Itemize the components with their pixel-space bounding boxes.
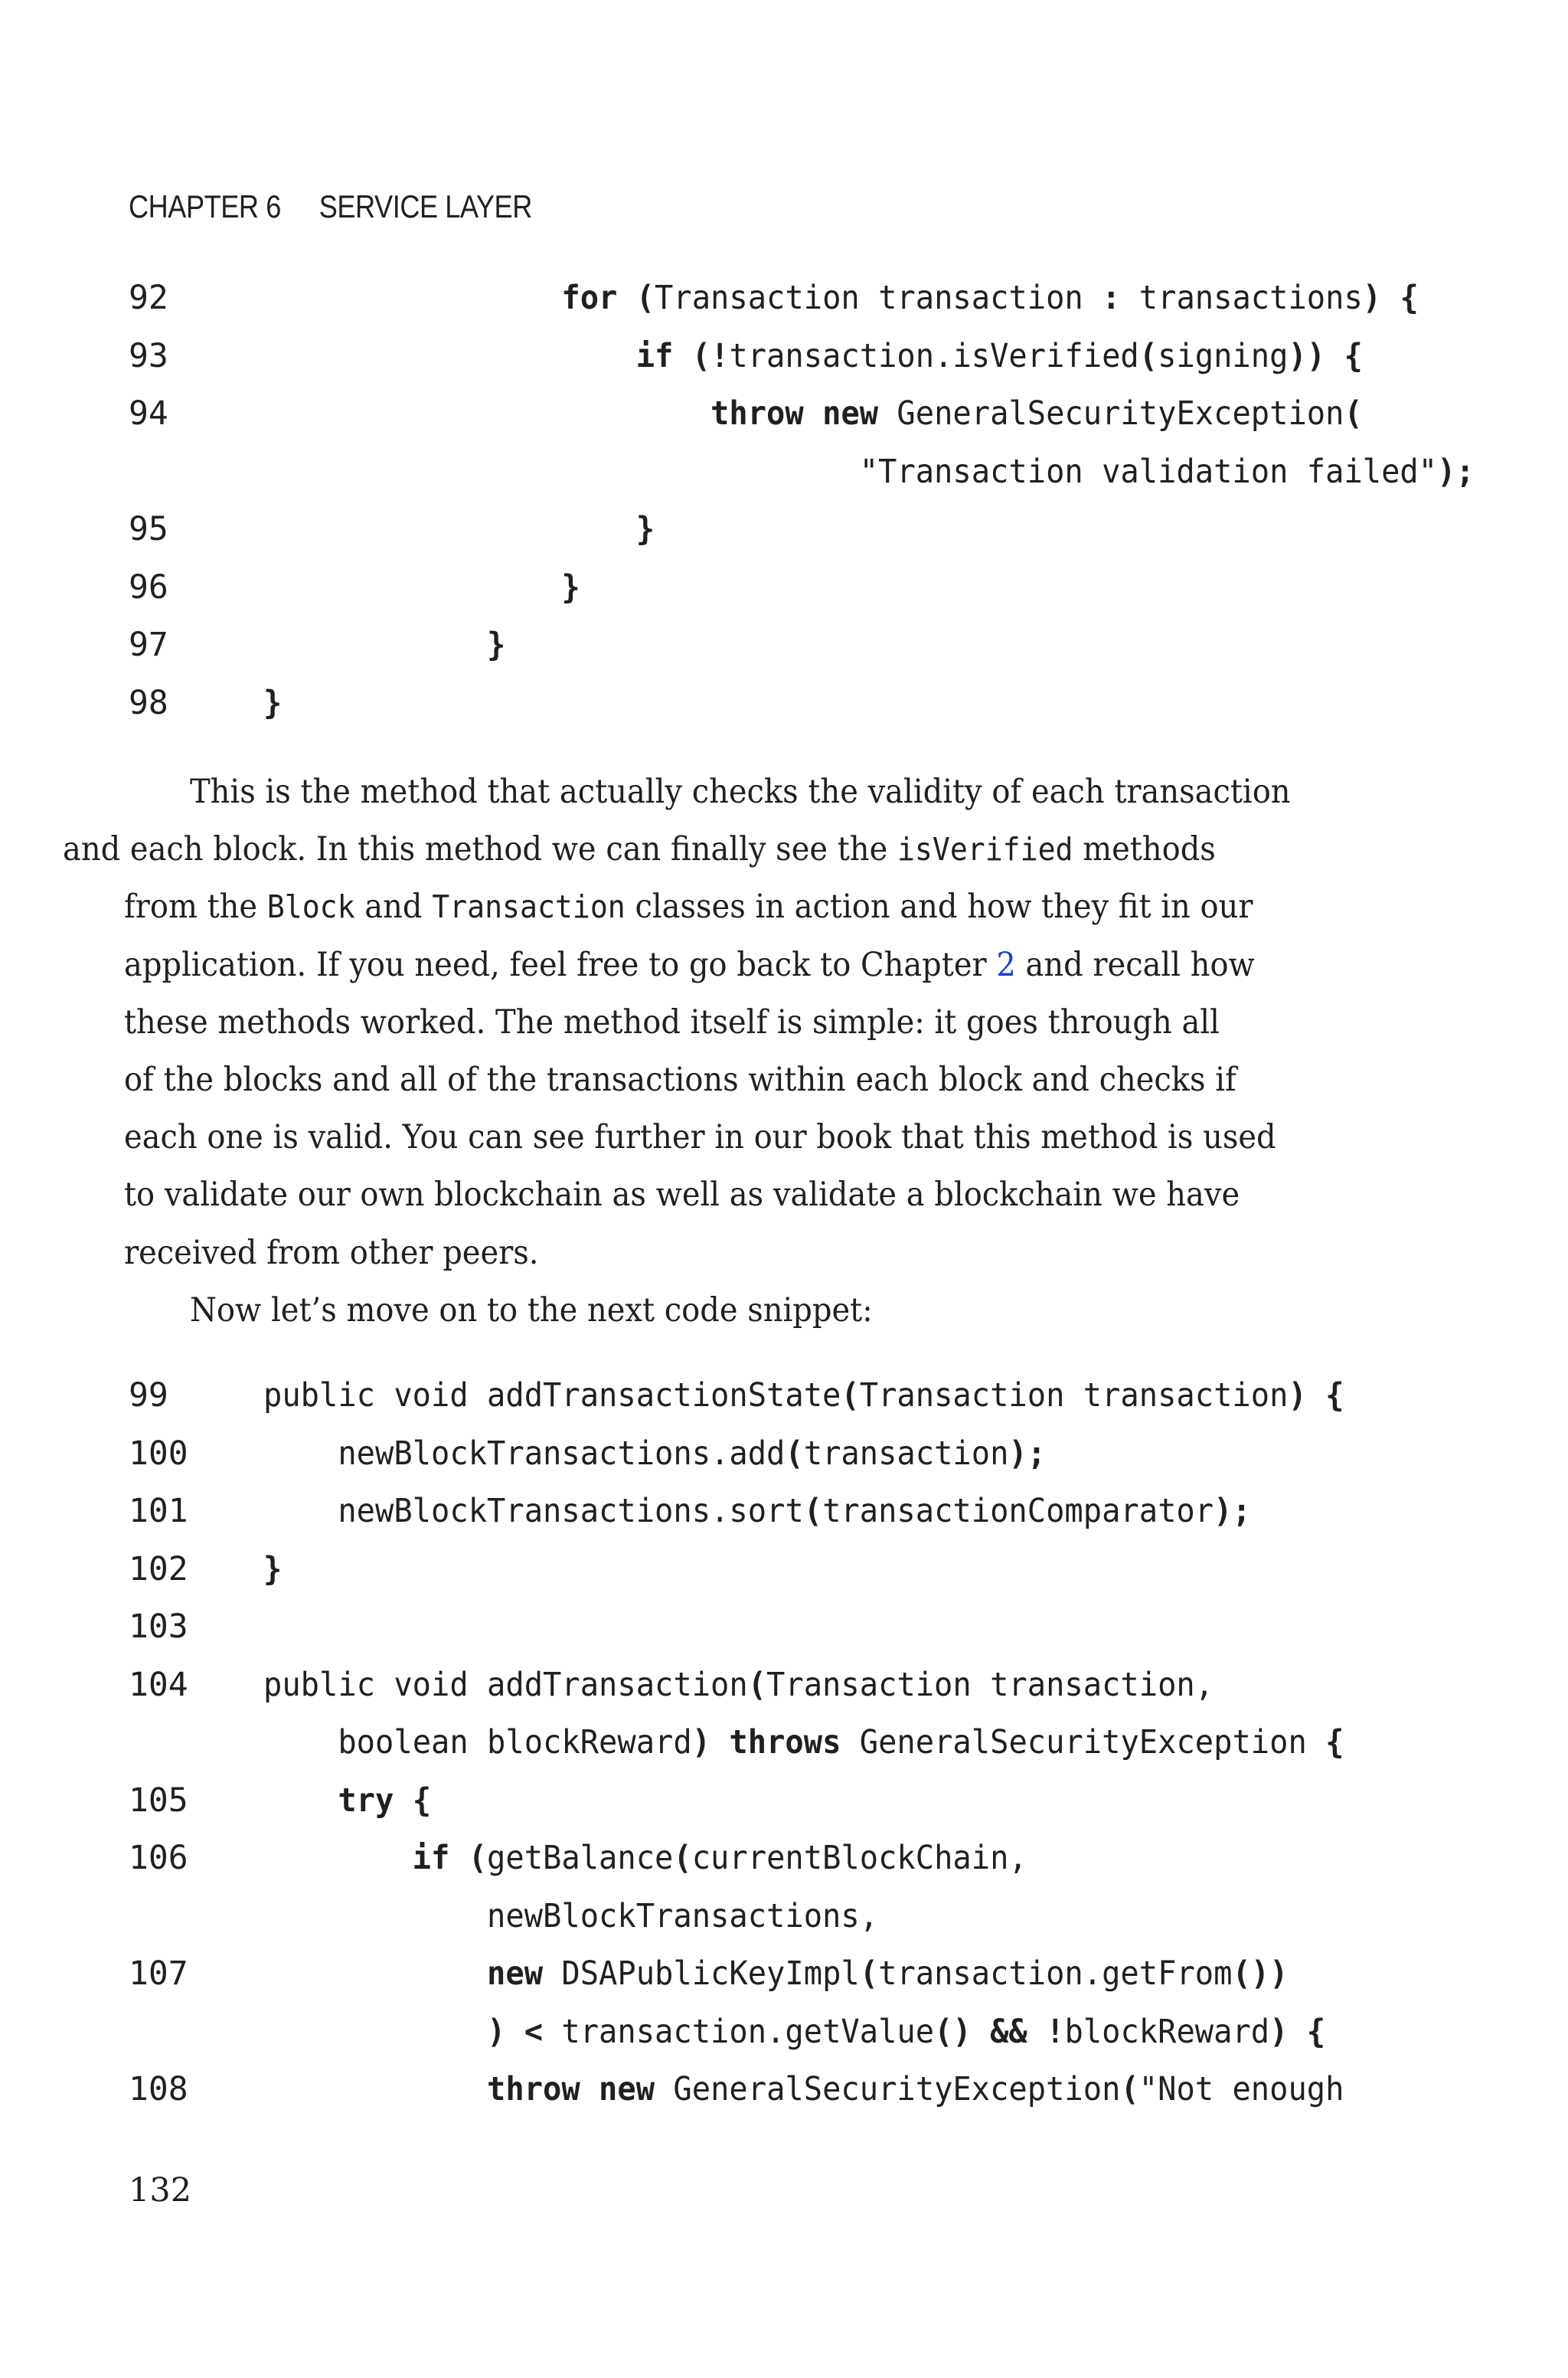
code-line <box>129 1657 1214 1715</box>
code-line <box>129 617 506 675</box>
code-text <box>263 1830 1027 1888</box>
body-text <box>63 764 1384 1339</box>
code-punctuation: ); <box>1008 1434 1047 1473</box>
code-line <box>129 2003 1326 2062</box>
code-keyword: new <box>599 2070 655 2108</box>
code-token <box>580 2070 599 2108</box>
chapter-cross-reference-link[interactable]: 2 <box>996 945 1016 984</box>
inline-code: Block <box>266 888 355 926</box>
code-token <box>1307 1376 1325 1415</box>
line-number: 92 <box>129 279 168 317</box>
code-token: signing <box>1158 336 1289 375</box>
text-line: to validate our own blockchain as well as validate a blockchain we have <box>123 1176 1240 1215</box>
code-token <box>804 394 822 433</box>
code-token: GeneralSecurityException <box>655 2070 1121 2108</box>
code-token: blockReward <box>1064 2012 1270 2051</box>
code-token: transaction.getFrom <box>878 1954 1233 1993</box>
code-text <box>263 2003 1325 2062</box>
code-text <box>263 675 282 733</box>
code-text <box>263 443 1475 502</box>
code-punctuation: } <box>263 683 283 722</box>
code-token <box>972 2013 990 2051</box>
code-punctuation: ) <box>1288 1376 1307 1415</box>
text-line <box>63 821 1292 878</box>
code-keyword: if <box>635 336 674 375</box>
code-keyword: for <box>561 279 618 317</box>
code-keyword: new <box>487 1954 544 1993</box>
code-text <box>263 270 1419 328</box>
line-number: 99 <box>129 1376 168 1415</box>
code-listing-validation <box>129 270 1475 732</box>
code-text <box>263 1657 1214 1715</box>
line-number: 95 <box>129 510 168 548</box>
code-token <box>673 337 691 375</box>
code-punctuation: ) <box>487 2012 506 2051</box>
line-number: 97 <box>129 626 168 664</box>
code-text <box>263 559 580 617</box>
code-line <box>129 270 1419 328</box>
code-token: transaction.getValue <box>543 2012 935 2051</box>
code-punctuation: ); <box>1437 452 1475 491</box>
code-line <box>129 1425 1047 1483</box>
text-line: these methods worked. The method itself is simple: it goes through all <box>123 1003 1220 1042</box>
code-text <box>263 1945 1288 2003</box>
text-span: and each block. In this method we can finally see the <box>63 830 897 869</box>
paragraph <box>129 1282 1384 1339</box>
line-number: 98 <box>129 683 168 722</box>
code-token <box>1288 2013 1306 2051</box>
text-span: application. If you need, feel free to go back to Chapter <box>123 945 997 984</box>
code-line <box>129 1830 1027 1888</box>
code-punctuation: { <box>1344 336 1363 375</box>
code-token: newBlockTransactions.add <box>338 1434 786 1473</box>
code-token: transaction <box>803 1434 1009 1473</box>
code-token <box>1027 2013 1046 2051</box>
code-token <box>1381 279 1400 317</box>
text-line: each one is valid. You can see further in our book that this method is used <box>123 1118 1276 1157</box>
code-punctuation: ) <box>691 1723 711 1761</box>
code-token: newBlockTransactions, <box>487 1896 879 1935</box>
code-punctuation: ( <box>803 1492 823 1530</box>
code-line <box>129 1541 283 1599</box>
code-keyword: throw <box>710 394 804 433</box>
code-punctuation: ( <box>673 1839 692 1877</box>
code-line <box>129 328 1363 386</box>
text-line: Now let’s move on to the next code snippet: <box>189 1290 873 1330</box>
text-line: This is the method that actually checks the validity of each transaction <box>189 773 1291 811</box>
code-punctuation: } <box>635 510 655 548</box>
code-token: "Not enough <box>1138 2070 1344 2108</box>
line-number: 104 <box>129 1665 188 1704</box>
code-line <box>129 1772 432 1830</box>
text-span: methods <box>1073 830 1216 869</box>
code-line <box>129 1367 1344 1425</box>
code-punctuation: ( <box>1344 394 1363 433</box>
code-text <box>263 1888 878 1946</box>
code-punctuation: } <box>561 568 580 607</box>
code-text <box>263 1714 1344 1772</box>
line-number: 94 <box>129 394 168 433</box>
code-token: DSAPublicKeyImpl <box>543 1954 860 1993</box>
line-number: 100 <box>129 1434 188 1473</box>
code-text <box>263 1367 1344 1425</box>
code-text <box>263 617 505 675</box>
inline-code: Transaction <box>432 888 626 926</box>
code-token: transactionComparator <box>822 1492 1214 1530</box>
code-punctuation: ()) <box>1232 1954 1289 1993</box>
code-token: transactions <box>1120 279 1363 317</box>
code-line <box>129 1483 1251 1541</box>
code-punctuation: ( <box>841 1376 860 1415</box>
text-line <box>63 937 1292 994</box>
code-token: Transaction transaction <box>655 279 1102 317</box>
code-line <box>129 1888 879 1946</box>
code-text <box>263 1483 1251 1541</box>
line-number: 101 <box>129 1492 188 1530</box>
code-token: Transaction transaction, <box>766 1665 1214 1704</box>
text-span: classes in action and how they fit in our <box>625 888 1253 927</box>
code-token: currentBlockChain, <box>691 1839 1027 1877</box>
code-punctuation: ( <box>635 279 655 317</box>
code-token <box>505 2013 524 2051</box>
code-line <box>129 1945 1289 2003</box>
text-span: from the <box>123 888 267 927</box>
code-punctuation: ( <box>747 1665 767 1704</box>
text-span: and recall how <box>1015 945 1255 984</box>
code-punctuation: { <box>1325 1376 1344 1415</box>
code-listing-add-transaction <box>129 1367 1344 2119</box>
code-text <box>263 385 1363 443</box>
code-text <box>263 501 655 559</box>
code-token: Transaction transaction <box>859 1376 1289 1415</box>
code-punctuation: ) <box>1269 2012 1289 2051</box>
code-punctuation: { <box>1325 1723 1344 1761</box>
line-number: 107 <box>129 1954 188 1993</box>
line-number: 102 <box>129 1549 188 1588</box>
code-token <box>1325 337 1344 375</box>
code-text <box>263 1541 282 1599</box>
code-punctuation: () <box>934 2012 972 2051</box>
paragraph <box>63 764 1384 1282</box>
line-number: 93 <box>129 336 168 375</box>
code-punctuation: ( <box>859 1954 879 1993</box>
code-text <box>263 328 1363 386</box>
code-token: "Transaction validation failed" <box>859 452 1438 491</box>
code-token: public void addTransaction <box>263 1665 748 1704</box>
code-token: transaction.isVerified <box>729 336 1139 375</box>
line-number: 108 <box>129 2070 188 2108</box>
code-line <box>129 1598 263 1657</box>
code-text <box>263 1425 1046 1483</box>
code-punctuation: ( <box>785 1434 804 1473</box>
code-line <box>129 385 1363 443</box>
running-head <box>129 188 532 225</box>
code-line <box>129 675 283 733</box>
code-punctuation: { <box>412 1781 432 1820</box>
code-keyword: throw <box>487 2070 580 2108</box>
code-line <box>129 2061 1344 2119</box>
code-keyword: new <box>822 394 879 433</box>
code-keyword: if <box>412 1839 450 1877</box>
code-line <box>129 501 655 559</box>
text-line: of the blocks and all of the transactions within each block and checks if <box>123 1061 1236 1100</box>
code-token <box>449 1839 468 1877</box>
chapter-label: CHAPTER 6 <box>129 188 281 224</box>
code-token: public void addTransactionState <box>263 1376 841 1415</box>
code-token <box>394 1781 412 1820</box>
code-punctuation: ) <box>1362 279 1382 317</box>
text-span: and <box>354 888 433 927</box>
code-keyword: try <box>338 1781 394 1820</box>
code-punctuation: ( <box>1138 336 1158 375</box>
code-punctuation: : <box>1102 279 1121 317</box>
code-text <box>263 1772 431 1830</box>
code-token: GeneralSecurityException <box>841 1723 1326 1761</box>
code-punctuation: { <box>1306 2012 1326 2051</box>
code-token: GeneralSecurityException <box>878 394 1344 433</box>
code-punctuation: ( <box>1120 2070 1139 2108</box>
code-token: newBlockTransactions.sort <box>338 1492 804 1530</box>
code-punctuation: && <box>990 2012 1027 2051</box>
text-line: received from other peers. <box>123 1233 539 1272</box>
code-line <box>129 1714 1344 1772</box>
page-number: 132 <box>129 2171 192 2210</box>
code-keyword: throws <box>729 1723 841 1761</box>
code-punctuation: { <box>1400 279 1419 317</box>
code-token <box>710 1723 729 1761</box>
code-punctuation: < <box>524 2012 544 2051</box>
code-punctuation: (! <box>691 336 730 375</box>
code-line <box>129 443 1475 502</box>
line-number: 103 <box>129 1608 188 1646</box>
code-punctuation: ); <box>1214 1492 1251 1530</box>
code-punctuation: } <box>487 626 506 664</box>
code-punctuation: )) <box>1288 336 1326 375</box>
text-line <box>63 878 1292 936</box>
line-number: 105 <box>129 1781 188 1820</box>
inline-code: isVerified <box>897 831 1073 868</box>
code-punctuation: ( <box>468 1839 488 1877</box>
code-line <box>129 559 580 617</box>
line-number: 106 <box>129 1839 188 1877</box>
code-token <box>617 279 635 317</box>
line-number: 96 <box>129 568 168 607</box>
section-title: SERVICE LAYER <box>318 188 532 224</box>
code-punctuation: ! <box>1046 2012 1065 2051</box>
code-punctuation: } <box>263 1549 283 1588</box>
code-token: getBalance <box>487 1839 674 1877</box>
code-text <box>263 2061 1344 2119</box>
code-token: boolean blockReward <box>338 1723 692 1761</box>
